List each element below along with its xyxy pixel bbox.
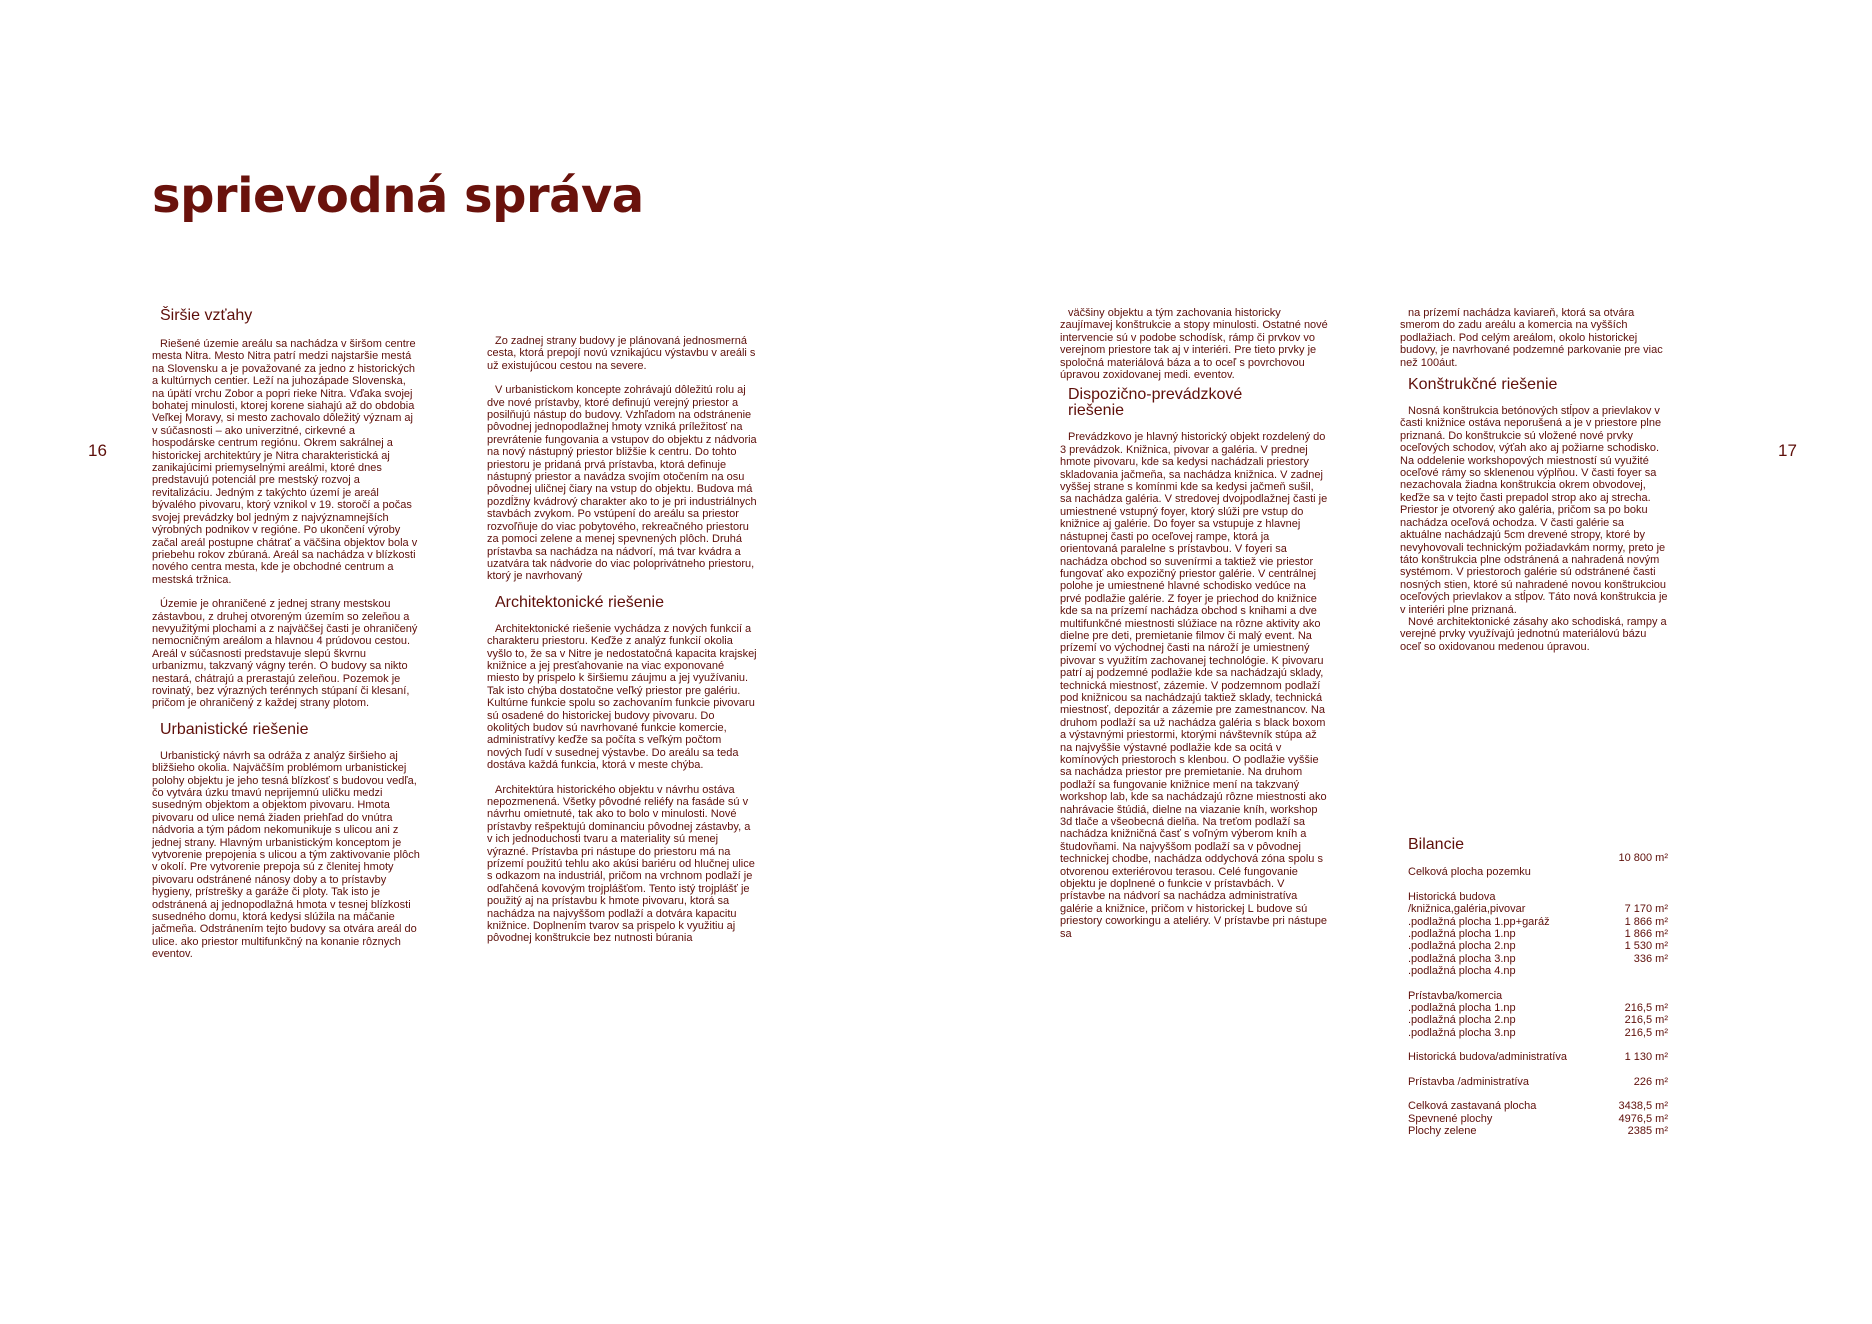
section-heading-architektonicke-riesenie: Architektonické riešenie (495, 593, 664, 611)
page-number-left: 16 (88, 441, 107, 460)
bilance-row (1408, 1002, 1668, 1014)
paragraph: Architektonické riešenie vychádza z nových funkcií a charakteru priestoru. Keďže z analýz funkcií okolia vyšlo to, že sa v Nitre je nedostatočná kapacita krajskej knižnice a jej presťahovanie na viac exponované miesto by prispelo k širšiemu záujmu a jej využívaniu. Tak isto chýba dostatočne veľký priestor pre galériu. Kultúrne funkcie spolu so zachovaním funkcie pivovaru sú osadené do historickej budovy pivovaru. Do okolitých budov sú navrhované funkcie komercie, administratívy keďže sa počíta s veľkým počtom nových ľudí v susednej výstavbe. Do areálu sa teda dostáva každá funkcia, ktorá v meste chýba. (487, 622, 757, 772)
bilance-row (1408, 903, 1668, 915)
bilance-row (1408, 1113, 1668, 1125)
section-heading-konstrukcne-riesenie: Konštrukčné riešenie (1408, 376, 1558, 394)
paragraph: V urbanistickom koncepte zohrávajú dôležitú rolu aj dve nové prístavby, ktoré definujú verejný priestor a posilňujú nástup do budovy. Vzhľadom na odstránenie pôvodnej jednopodlažnej hmoty vzniká príležitosť na prevrátenie fungovania a vstupov do objektu z nádvoria na nový nástupný priestor bližšie k centru. Do tohto priestoru je pridaná prvá prístavba, ktorá definuje nástupný priestor a navádza svojím otočením na osu pôvodnej uličnej čiary na vstup do objektu. Budova má pozdĺžny kvádrový charakter ako to je pri industriálnych stavbách zvykom. Po vstúpení do areálu sa priestor rozvoľňuje do viac pobytového, rekreačného priestoru za pomoci zelene a menej spevnených plôch. Druhá prístavba sa nachádza na nádvorí, má tvar kvádra a uzatvára tak nádvorie do viac poloprivátneho priestoru, ktorý je navrhovaný (487, 384, 757, 583)
paragraph: na prízemí nachádza kaviareň, ktorá sa otvára smerom do zadu areálu a komercia na vyšších podlažiach. Pod celým areálom, okolo historickej budovy, je navrhované podzemné parkovanie pre viac než 100áut. (1400, 307, 1663, 369)
bilance-row-value: 216,5 m² (1624, 1002, 1668, 1015)
paragraph: Územie je ohraničené z jednej strany mestskou zástavbou, z druhej otvoreným územím so zeleňou a nevyužitými plochami a z najväčšej časti je ohraničený nemocničným areálom a hlavnou 4 prúdovou cestou. Areál v súčasnosti predstavuje slepú škvrnu urbanizmu, takzvaný vágny terén. O budovy sa nikto nestará, chátrajú a prerastajú zeleňou. Pozemok je rovinatý, bez výrazných terénnych stúpaní či klesaní, pričom je ohraničený z každej strany plotom. (152, 598, 418, 710)
bilance-row (1408, 940, 1668, 952)
bilance-row-label: .podlažná plocha 1.np (1408, 928, 1516, 941)
bilance-row-label: .podlažná plocha 3.np (1408, 952, 1516, 965)
pristavba-title: Prístavba/komercia (1408, 989, 1503, 1002)
paragraph: Riešené územie areálu sa nachádza v širšom centre mesta Nitra. Mesto Nitra patrí medzi najstaršie mestá na Slovensku a je považované za jedno z historických a kultúrnych centier. Leží na juhozápade Slovenska, na úpätí vrchu Zobor a popri rieke Nitra. Vďaka svojej bohatej minulosti, ktorej korene siahajú až do obdobia Veľkej Moravy, si mesto zachovalo dôležitý význam aj v súčasnosti – ako univerzitné, cirkevné a hospodárske centrum regiónu. Okrem sakrálnej a historickej architektúry je Nitra charakteristická aj zanikajúcimi priemyselnými areálmi, ktoré dnes predstavujú potenciál pre mestský rozvoj a revitalizáciu. Jedným z takýchto území je areál bývalého pivovaru, ktorý vznikol v 19. storočí a počas svojej prevádzky bol jedným z najvýznamnejších výrobných podnikov v regióne. Po ukončení výroby začal areál postupne chátrať a väčšina objektov bola v priebehu rokov zbúraná. Areál sa nachádza v blízkosti nového centra mesta, kde je obchodné centrum a mestská tržnica. (152, 338, 418, 586)
bilance-row-value: 4976,5 m² (1618, 1112, 1668, 1125)
page-title: sprievodná správa (152, 168, 644, 224)
section-heading-dispozicno-prevadzkove-riesenie: Dispozično-prevádzkové riešenie (1068, 386, 1243, 420)
bilance-row-value: 1 866 m² (1624, 915, 1668, 928)
bilancie-heading: Bilancie (1408, 836, 1465, 853)
bilance-row-label: Plochy zelene (1408, 1124, 1477, 1137)
bilance-row-value: 7 170 m² (1624, 903, 1668, 916)
paragraph: Nosná konštrukcia betónových stĺpov a prievlakov v časti knižnice ostáva neporušená a je v priestore plne priznaná. Do konštrukcie sú vložené nové prvky oceľových schodov, výťah ako aj požiarne schodisko. Na oddelenie workshopových miestností sú využité oceľové rámy so sklenenou výplňou. V časti foyer sa nezachovala žiadna konštrukcia okrem obvodovej, keďže sa v tejto časti prepadol strop ako aj strecha. Priestor je otvorený ako galéria, pričom sa po boku nachádza oceľová ochodza. V časti galérie sa aktuálne nachádzajú 5cm drevené stropy, ktoré by nevyhovovali technickým požiadavkám normy, preto je táto konštrukcia plne odstránená a nahradená novým systémom. V priestoroch galérie sú odstránené časti nosných stien, ktoré sú nahradené novou konštrukciou oceľových prievlakov a stĺpov. Táto nová konštrukcia je v interiéri plne priznaná. (1400, 405, 1668, 616)
text-column-2 (487, 335, 757, 957)
section-heading-urbanisticke-riesenie: Urbanistické riešenie (160, 720, 309, 738)
bilance-row-value: 2385 m² (1627, 1124, 1668, 1137)
paragraph: Prevádzkovo je hlavný historický objekt rozdelený do 3 prevádzok. Knižnica, pivovar a galéria. V prednej hmote pivovaru, kde sa kedysi nachádzali priestory skladovania jačmeňa, sa nachádza knižnica. V zadnej vyššej strane s komínmi kde sa kedysi jačmeň sušil, sa nachádza galéria. V stredovej dvojpodlažnej časti je umiestnené vstupný foyer, ktorý slúži pre vstup do knižnice aj galérie. Do foyer sa vstupuje z hlavnej nástupnej časti po oceľovej rampe, ktorá ja orientovaná paralelne s prístavbou. V foyeri sa nachádza obchod so suvenírmi a taktiež vie priestor fungovať ako expozičný priestor galérie. V centrálnej polohe je umiestnené hlavné schodisko vedúce na prvé podlažie galérie. Z foyer je priechod do knižnice kde sa na prízemí nachádza obchod s knihami a dve multifunkčné miestnosti slúžiace na rôzne aktivity ako dielne pre deti, premietanie filmov či malý event. Na prízemí vo východnej časti na nároží je umiestnený pivovar s využitím zachovanej technológie. K pivovaru patrí aj podzemné podlažie kde sa nachádzajú sklady, technická miestnosť, zázemie. V podzemnom podlaží pod knižnicou sa nachádzajú taktiež sklady, technická miestnosť, depozitár a zázemie pre zamestnancov. Na druhom podlaží sa už nachádza galéria s black boxom a výstavnými priestormi, ktorými návštevník stúpa až na najvyššie výstavné podlažie kde sa ocitá v komínových priestoroch s klenbou. O podlažie vyššie sa nachádza priestor pre premietanie. Na druhom podlaží sa fungovanie knižnice mení na takzvaný workshop lab, kde sa nachádzajú rôzne miestnosti ako nahrávacie štúdiá, dielne na viazanie kníh, workshop 3d tlače a všeobecná dielňa. Na treťom podlaží sa nachádza knižničná časť s voľným výberom kníh a študovňami. Na najvyššom podlaží sa v pôvodnej technickej chodbe, nachádza oddychová zóna spolu s otvorenou exteriérovou terasou. Celé fungovanie objektu je doplnené o funkcie v prístavbách. V prístavbe na nádvorí sa nachádza administratíva galérie a knižnice, pričom v historickej L budove sú priestory coworkingu a ateliéry. V prístavbe pri nástupe sa (1060, 431, 1328, 940)
paragraph: väčšiny objektu a tým zachovania historicky zaujímavej konštrukcie a stopy minulosti. Ostatné nové intervencie sú v podobe schodísk, rámp či prvkov vo verejnom priestore tak aj v interiéri. Pre tieto prvky je spoločná materiálová báza a to oceľ s povrchovou úpravou zoxidovanej medi. eventov. (1060, 307, 1328, 382)
hist-title: Historická budova (1408, 890, 1496, 903)
total-rows (1408, 1100, 1668, 1137)
bilance-row (1408, 916, 1668, 928)
paragraph: Urbanistický návrh sa odráža z analýz širšieho aj bližšieho okolia. Najväčším problémom urbanistickej polohy objektu je jeho tesná blízkosť s budovou vedľa, čo vytvára úzku tmavú neprijemnú uličku medzi susedným objektom a objektom pivovaru. Hmota pivovaru od ulice nemá žiaden priehľad do vnútra nádvoria a tým pádom nekomunikuje s ulicou ani z jednej strany. Hlavným urbanistickým konceptom je vytvorenie prepojenia s ulicou a tým zaktivovanie plôch v okolí. Pre vytvorenie prepoja sú z členitej hmoty pivovaru odstránené nánosy doby a to prístavby hygieny, prístrešky a garáže či ploty. Tak isto je odstránená aj jednopodlažná hmota v tesnej blízkosti susedného domu, ktorá kedysi slúžila na máčanie jačmeňa. Odstránením tejto budovy sa otvára areál do ulice. ako priestor multifunkčný na konanie rôznych eventov. (152, 749, 420, 961)
paragraph: Architektúra historického objektu v návrhu ostáva nepozmenená. Všetky pôvodné reliéfy na fasáde sú v návrhu omietnuté, tak ako to bolo v minulosti. Nové prístavby rešpektujú dominanciu pôvodnej zástavby, a v ich jednoduchosti tvaru a materiality sú menej výrazné. Prístavba pri nástupe do priestoru má na prízemí použitú tehlu ako akúsi bariéru od hlučnej ulice s odkazom na industriál, pričom na vrchnom podlaží je odľahčená kovovým trojplášťom. Tento istý trojplášť je použitý aj na prístavbu k hmote pivovaru, ktorá sa nachádza na najvyššom podlaží a dotvára kapacitu knižnice. Doplnením tvarov sa prispelo k využitiu aj pôvodnej konštrukcie bez nutnosti búrania (487, 783, 755, 945)
bilance-row-value: 336 m² (1633, 952, 1668, 965)
pozemok-value: 10 800 m² (1618, 852, 1668, 864)
paragraph: Nové architektonické zásahy ako schodiská, rampy a verejné prvky využívajú jednotnú materiálovú bázu oceľ so oxidovanou medenou úpravou. (1400, 615, 1667, 653)
bilance-row-label: Spevnené plochy (1408, 1112, 1493, 1125)
bilance-row-label: /knižnica,galéria,pivovar (1408, 903, 1526, 916)
bilance-row (1408, 1125, 1668, 1137)
bilance-row-label: Celková zastavaná plocha (1408, 1100, 1537, 1113)
text-column-1 (152, 308, 420, 973)
text-column-4 (1400, 307, 1668, 665)
bilance-row (1408, 1027, 1668, 1039)
paragraph: Zo zadnej strany budovy je plánovaná jednosmerná cesta, ktorá prepojí novú vznikajúcu výstavbu v areáli s už existujúcou cestou na severe. (487, 335, 756, 372)
bilance-row-label: .podlažná plocha 3.np (1408, 1026, 1516, 1039)
section-heading-sirsie-vztahy: Širšie vzťahy (160, 307, 253, 324)
bilance-row-value: 1 866 m² (1624, 928, 1668, 941)
bilance-row-label: .podlažná plocha 2.np (1408, 1014, 1516, 1027)
bilance-row: Prístavba /administratíva 226 m² (1408, 1075, 1668, 1088)
bilance-row-label: .podlažná plocha 1.np (1408, 1002, 1516, 1015)
bilance-row (1408, 953, 1668, 965)
text-column-3 (1060, 307, 1328, 952)
pozemok-label: Celková plocha pozemku (1408, 866, 1531, 879)
bilance-row-label: .podlažná plocha 2.np (1408, 940, 1516, 953)
pristavba-rows (1408, 1002, 1668, 1039)
bilance-row (1408, 1014, 1668, 1026)
bilance-row-value: 216,5 m² (1624, 1014, 1668, 1027)
hist-rows (1408, 903, 1668, 977)
bilance-row-value: 1 530 m² (1624, 940, 1668, 953)
bilance-row (1408, 965, 1668, 977)
bilance-row-value: 3438,5 m² (1618, 1100, 1668, 1113)
bilance-row-value: 216,5 m² (1624, 1026, 1668, 1039)
bilancie-table (1408, 836, 1668, 1137)
bilance-row-label: .podlažná plocha 1.pp+garáž (1408, 915, 1550, 928)
bilance-row: Historická budova/administratíva 1 130 m² (1408, 1051, 1668, 1064)
bilance-row (1408, 928, 1668, 940)
bilance-row (1408, 1100, 1668, 1112)
bilance-row-label: .podlažná plocha 4.np (1408, 965, 1516, 978)
page-number-right: 17 (1778, 441, 1797, 460)
